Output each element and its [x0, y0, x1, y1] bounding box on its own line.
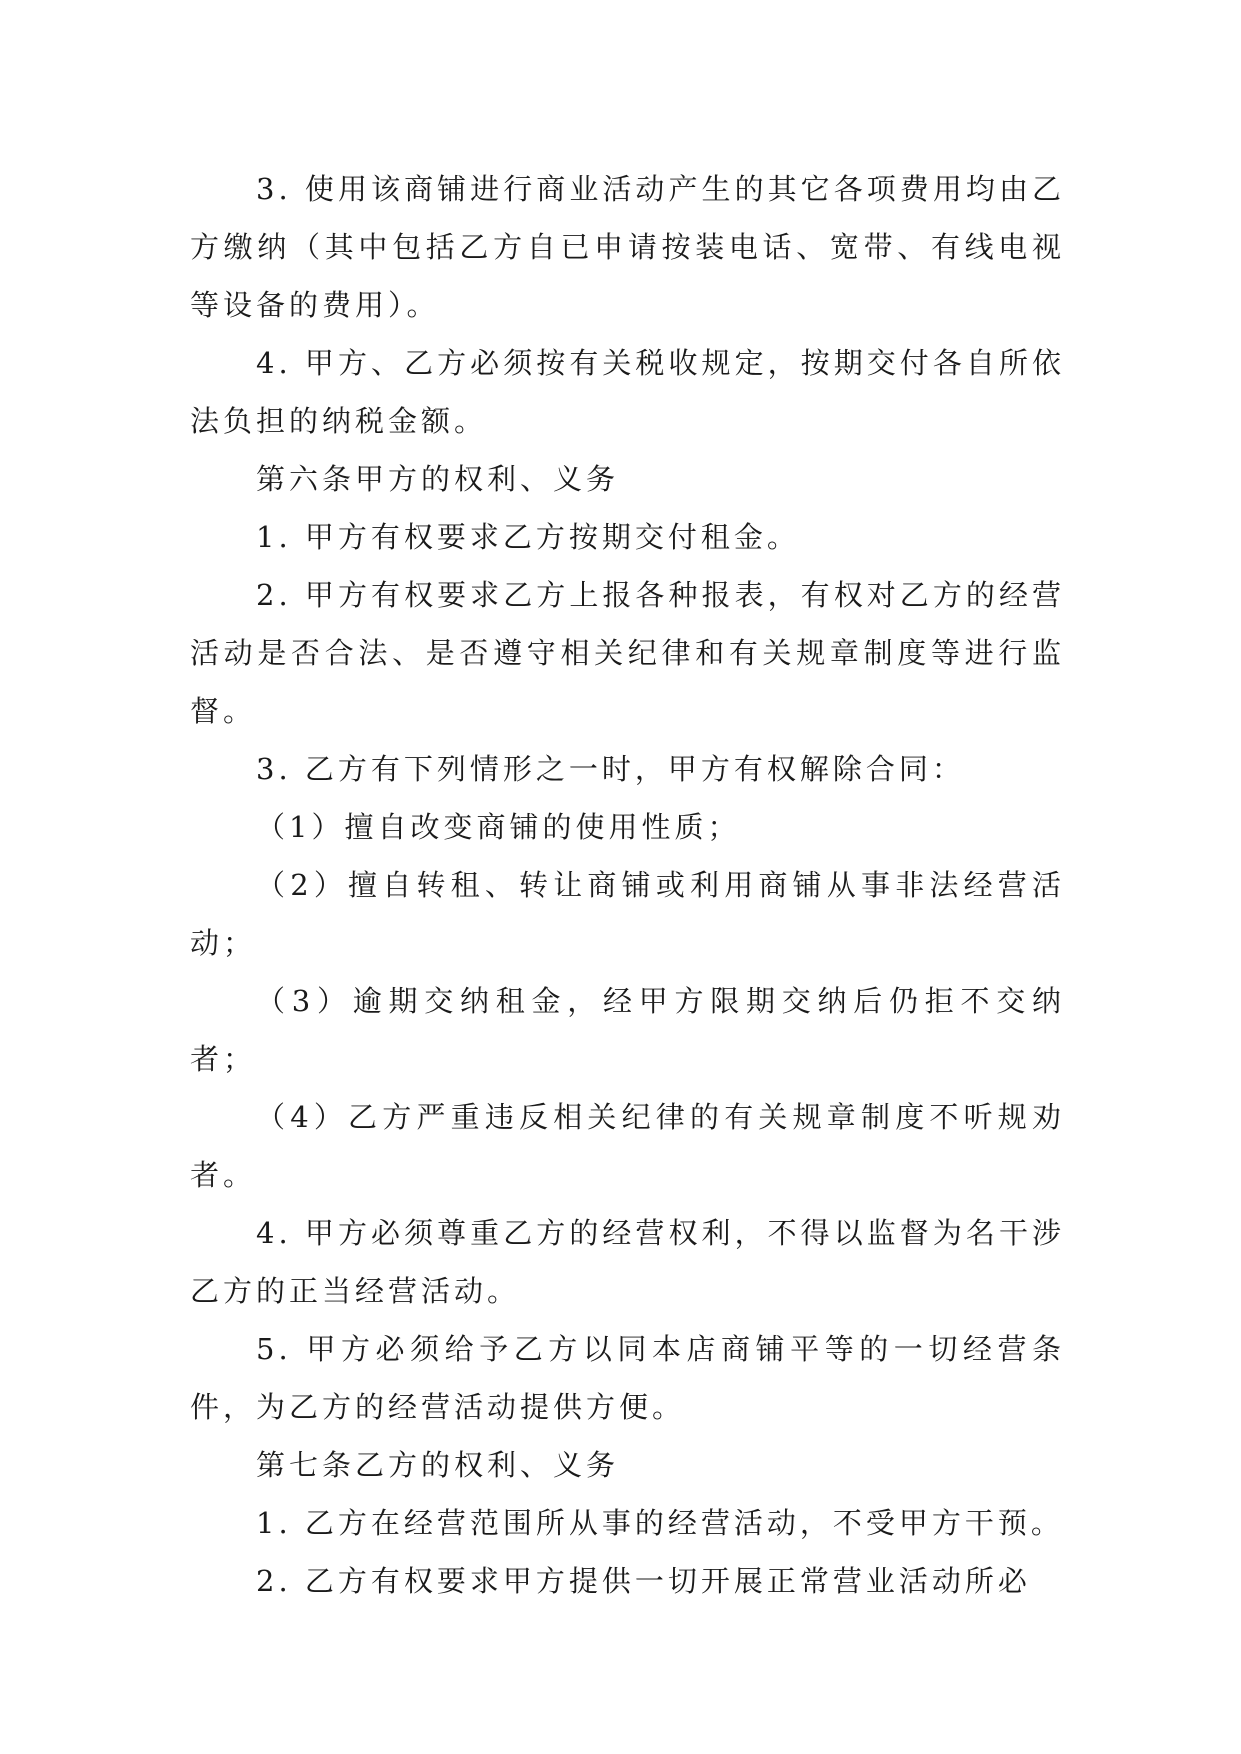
- list-item-condition-2: （2）擅自转租、转让商铺或利用商铺从事非法经营活动；: [190, 868, 1065, 960]
- paragraph-party-a-right-4: 4. 甲方必须尊重乙方的经营权利，不得以监督为名干涉乙方的正当经营活动。: [190, 1216, 1065, 1308]
- paragraph-party-a-right-2: 2. 甲方有权要求乙方上报各种报表，有权对乙方的经营活动是否合法、是否遵守相关纪律和有关规章制度等进行监督。: [190, 578, 1065, 728]
- list-item-condition-3: （3）逾期交纳租金，经甲方限期交纳后仍拒不交纳者；: [190, 984, 1065, 1076]
- paragraph-party-a-right-5: 5. 甲方必须给予乙方以同本店商铺平等的一切经营条件，为乙方的经营活动提供方便。: [190, 1332, 1065, 1424]
- paragraph-party-b-right-2: 2. 乙方有权要求甲方提供一切开展正常营业活动所必: [256, 1564, 1031, 1598]
- list-item-condition-1: （1）擅自改变商铺的使用性质；: [256, 810, 741, 844]
- paragraph-fees: 3. 使用该商铺进行商业活动产生的其它各项费用均由乙方缴纳（其中包括乙方自已申请按装电话、宽带、有线电视等设备的费用）。: [190, 172, 1065, 322]
- article-6-heading: 第六条甲方的权利、义务: [256, 462, 620, 496]
- article-7-heading: 第七条乙方的权利、义务: [256, 1448, 620, 1482]
- paragraph-party-a-right-1: 1. 甲方有权要求乙方按期交付租金。: [256, 520, 800, 554]
- paragraph-party-a-right-3: 3. 乙方有下列情形之一时，甲方有权解除合同：: [256, 752, 965, 786]
- document-body: [190, 160, 1065, 1610]
- paragraph-party-b-right-1: 1. 乙方在经营范围所从事的经营活动，不受甲方干预。: [256, 1506, 1064, 1540]
- list-item-condition-4: （4）乙方严重违反相关纪律的有关规章制度不听规劝者。: [190, 1100, 1065, 1192]
- paragraph-taxes: 4. 甲方、乙方必须按有关税收规定，按期交付各自所依法负担的纳税金额。: [190, 346, 1065, 438]
